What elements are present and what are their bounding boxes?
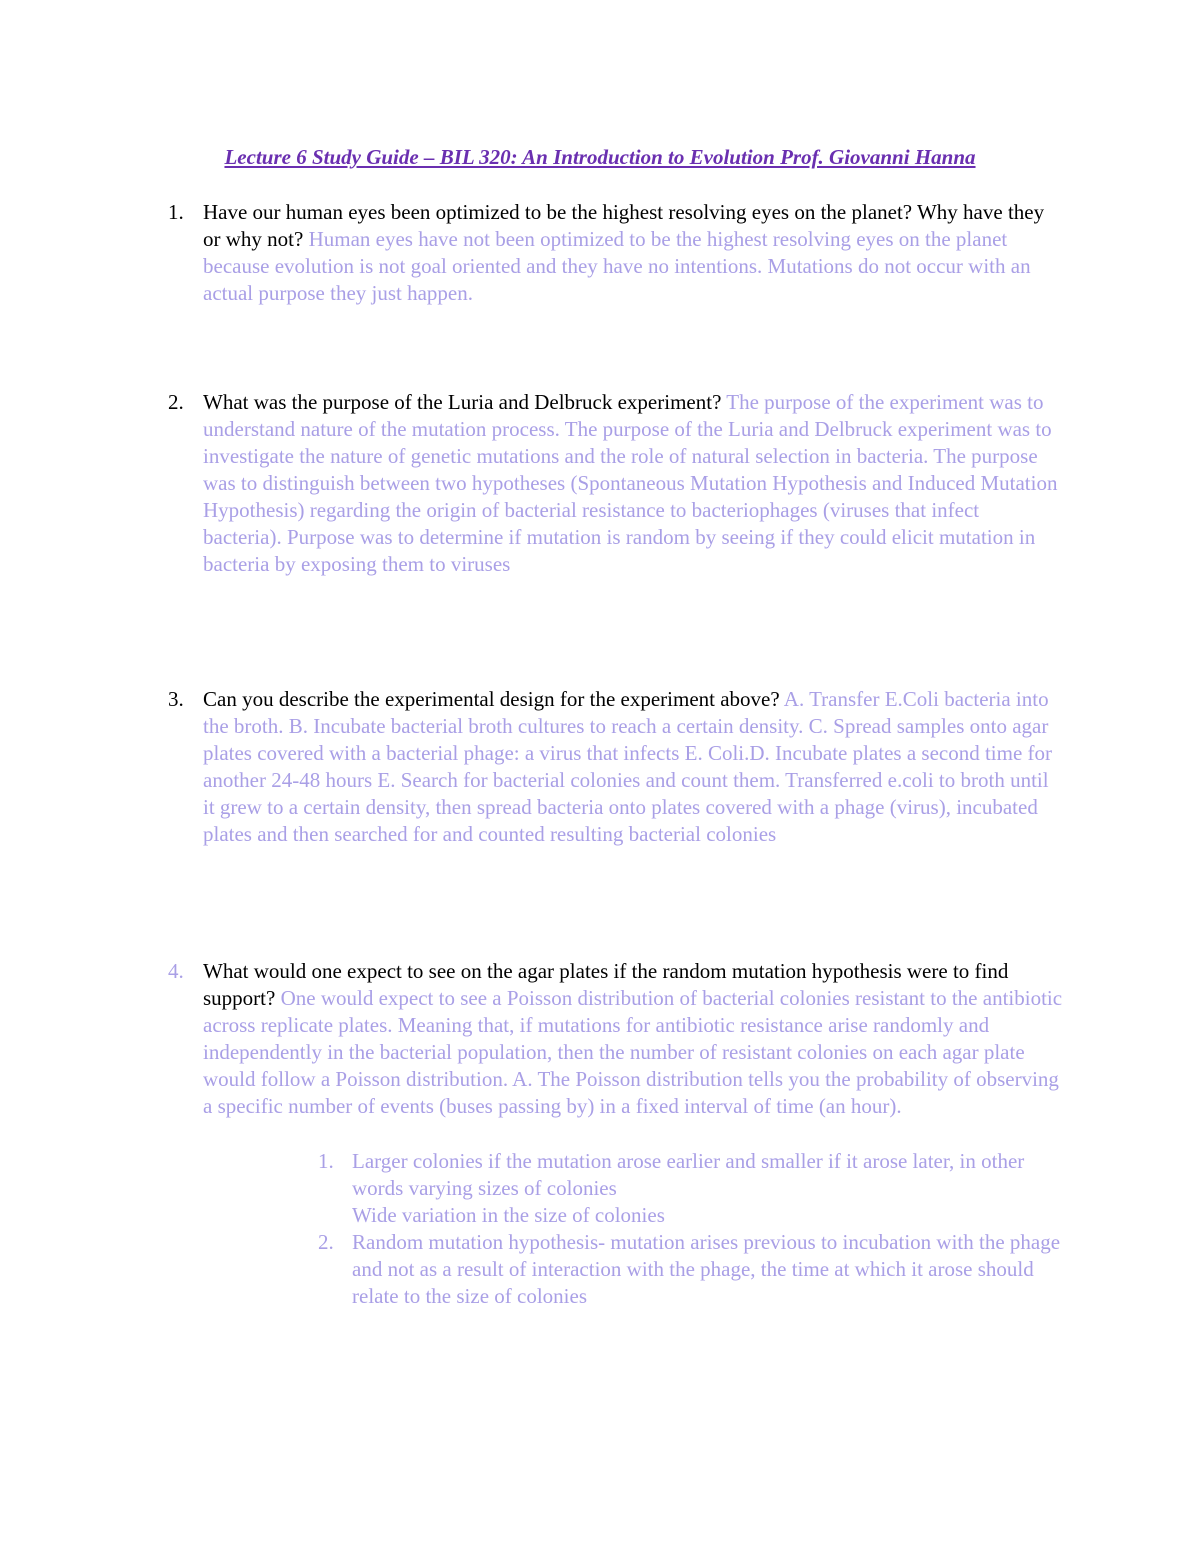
question-number: 4. [168,959,184,983]
question-text: What would one expect to see on the agar plates if the random mutation hypothesis were to find support? [203,959,1009,1010]
answer-text: Human eyes have not been optimized to be the highest resolving eyes on the planet because evolution is not goal oriented and they have no intentions. Mutations do not occur with an actual purpose they just happen. [203,227,1031,305]
question-4 [168,958,1063,1120]
question-text: What was the purpose of the Luria and Delbruck experiment? [203,390,722,414]
question-number: 2. [168,390,184,414]
sub-item-number: 1. [318,1149,334,1173]
question-number: 1. [168,200,184,224]
question-1 [168,199,1063,307]
question-number: 3. [168,687,184,711]
question-text: Can you describe the experimental design for the experiment above? [203,687,780,711]
question-3 [168,686,1063,848]
sub-item-1 [318,1148,1064,1229]
question-text: Have our human eyes been optimized to be the highest resolving eyes on the planet? Why have they or why not? [203,200,1045,251]
question-2 [168,389,1063,578]
sub-item-text: Random mutation hypothesis- mutation arises previous to incubation with the phage and not as a result of interaction with the phage, the time at which it arose should relate to the size of colonies [352,1230,1061,1308]
sub-item-text: Larger colonies if the mutation arose earlier and smaller if it arose later, in other words varying sizes of colonies [352,1149,1025,1200]
sub-item-extra: Wide variation in the size of colonies [352,1203,665,1227]
answer-text: A. Transfer E.Coli bacteria into the broth. B. Incubate bacterial broth cultures to reach a certain density. C. Spread samples onto agar plates covered with a bacterial phage: a virus that infects E. Coli.D. Incubate plates a second time for another 24-48 hours E. Search for bacterial colonies and count them. Transferred e.coli to broth until it grew to a certain density, then spread bacteria onto plates covered with a phage (virus), incubated plates and then searched for and counted resulting bacterial colonies [203,687,1053,846]
answer-text: The purpose of the experiment was to understand nature of the mutation process. The purpose of the Luria and Delbruck experiment was to investigate the nature of genetic mutations and the role of natural selection in bacteria. The purpose was to distinguish between two hypotheses (Spontaneous Mutation Hypothesis and Induced Mutation Hypothesis) regarding the origin of bacterial resistance to bacteriophages (viruses that infect bacteria). Purpose was to determine if mutation is random by seeing if they could elicit mutation in bacteria by exposing them to viruses [203,390,1058,576]
answer-text: One would expect to see a Poisson distribution of bacterial colonies resistant to the antibiotic across replicate plates. Meaning that, if mutations for antibiotic resistance arise randomly and independently in the bacterial population, then the number of resistant colonies on each agar plate would follow a Poisson distribution. A. The Poisson distribution tells you the probability of observing a specific number of events (buses passing by) in a fixed interval of time (an hour). [203,986,1063,1118]
sub-item-2 [318,1229,1064,1310]
document-title: Lecture 6 Study Guide – BIL 320: An Introduction to Evolution Prof. Giovanni Hanna [224,145,976,169]
sub-item-number: 2. [318,1230,334,1254]
